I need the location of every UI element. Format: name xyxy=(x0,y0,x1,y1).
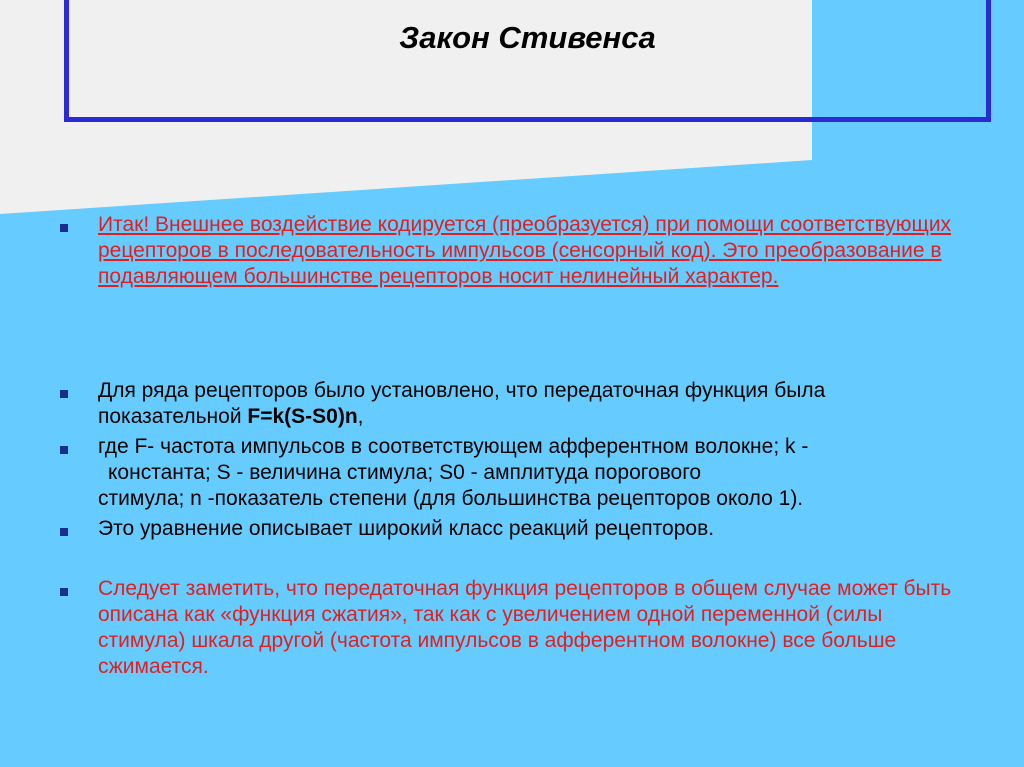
definitions-line: где F- частота импульсов в соответствующем афферентном волокне; k - xyxy=(98,435,809,458)
bullet-marker xyxy=(60,390,68,398)
compression-paragraph: Следует заметить, что передаточная функция рецепторов в общем случае может быть описана как «функция сжатия», так как с увеличением одной переменной (силы стимула) шкала другой (частота импульсов в афферентном волокне) все больше сжимается. xyxy=(98,577,952,678)
bullet-marker xyxy=(60,588,68,596)
formula-intro-text: Для ряда рецепторов было установлено, что передаточная функция была показательной xyxy=(98,379,826,428)
equation-description: Это уравнение описывает широкий класс реакций рецепторов. xyxy=(98,517,715,540)
definitions-line: стимула; n -показатель степени (для большинства рецепторов около 1). xyxy=(98,487,804,510)
formula-paragraph xyxy=(98,378,958,430)
bullet-marker xyxy=(60,528,68,536)
bullet-marker xyxy=(60,446,68,454)
slide-title: Закон Стивенса xyxy=(399,20,656,55)
definitions-paragraph xyxy=(98,434,958,512)
formula-trailing: , xyxy=(357,405,364,428)
title-frame xyxy=(64,0,991,122)
intro-paragraph: Итак! Внешнее воздействие кодируется (преобразуется) при помощи соответствующих рецепторов в последовательность импульсов (сенсорный код). Это преобразование в подавляющем большинстве рецепторов носит нелинейный характер. xyxy=(98,213,952,288)
formula: F=k(S-S0)n xyxy=(247,405,358,428)
bullet-marker xyxy=(60,224,68,232)
definitions-line: константа; S - величина стимула; S0 - амплитуда порогового xyxy=(108,461,702,484)
